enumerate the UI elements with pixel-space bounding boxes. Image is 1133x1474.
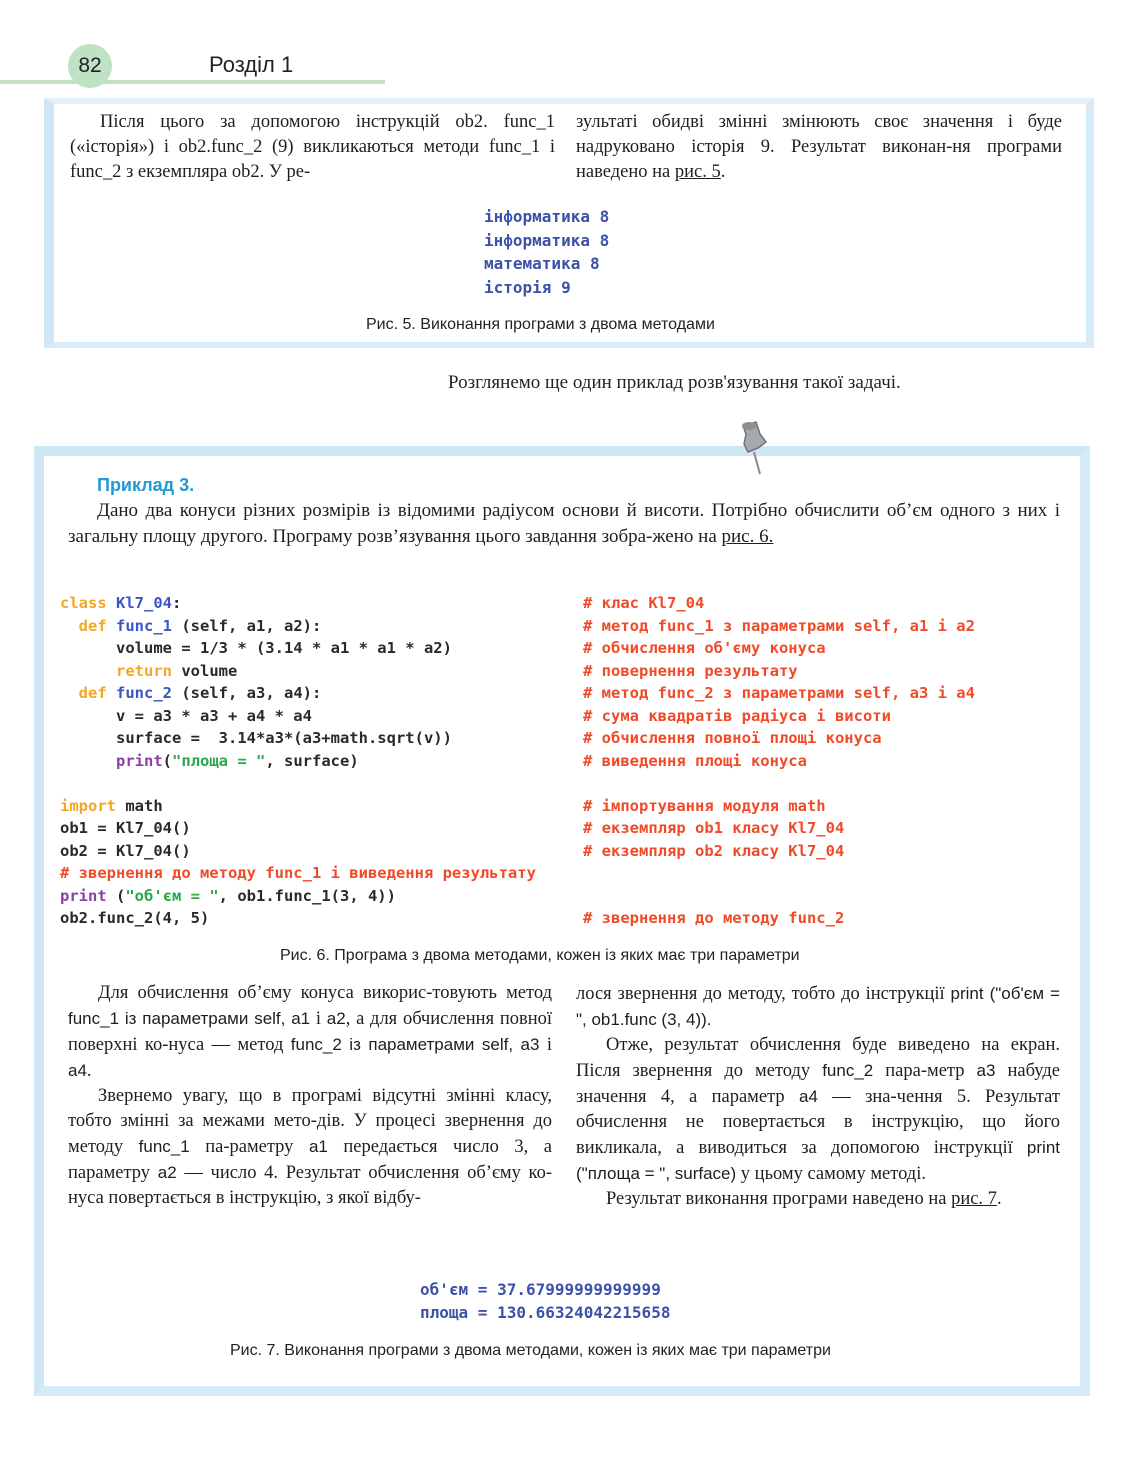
code-line [60, 592, 536, 615]
program-output-5 [484, 205, 609, 299]
keyword: import [60, 796, 116, 815]
code-text: (self, a1, a2): [172, 616, 322, 635]
caption-fig5: Рис. 5. Виконання програми з двома методами [366, 316, 715, 333]
comment-line: # імпортування модуля math [583, 796, 826, 815]
text: і [310, 1009, 327, 1029]
code-line [60, 660, 536, 683]
text-sans: a3 [976, 1061, 996, 1080]
left-paragraph-1 [68, 981, 552, 1084]
comment-line-blank [583, 862, 975, 885]
text: Результат виконання програми наведено на [606, 1189, 952, 1209]
text: у цьому самому методі. [736, 1164, 926, 1184]
text: Отже, результат обчислення буде виведено на екран. Після звернення до методу [576, 1035, 1060, 1081]
code-comments [583, 592, 975, 930]
text: . [86, 1061, 92, 1081]
text-sans: func_1 [138, 1137, 190, 1156]
comment-line: # метод func_1 з параметрами self, a1 і a2 [583, 616, 975, 635]
code-text: ob2 = Kl7_04() [60, 841, 191, 860]
text-sans: func_2 із параметрами self, a3 [290, 1035, 540, 1054]
code-text: , ob1.func_1(3, 4)) [218, 886, 396, 905]
comment-line-blank [583, 772, 975, 795]
code-line [60, 682, 536, 705]
text: па-раметру [189, 1137, 309, 1157]
code-line [60, 795, 536, 818]
code-text: math [116, 796, 163, 815]
fig5-reference[interactable]: рис. 5 [674, 162, 721, 182]
section-title: Розділ 1 [209, 52, 294, 77]
comment-line: # метод func_2 з параметрами self, a3 і a4 [583, 684, 975, 702]
program-output-7 [420, 1278, 670, 1324]
header-line [0, 80, 385, 84]
keyword: return [116, 661, 172, 680]
text: набуде значення 4, а параметр [576, 1061, 1060, 1107]
code-text: ob2.func_2(4, 5) [60, 909, 210, 927]
class-name: Kl7_04 [116, 594, 173, 612]
code-text: ( [106, 886, 126, 905]
box1-right-text: зультаті обидві змінні змінюють своє значення і буде надруковано історія 9. Результат виконан-ня програми наведено на [576, 112, 1062, 182]
caption-fig7: Рис. 7. Виконання програми з двома методами, кожен із яких має три параметри [230, 1342, 831, 1359]
output-line: об'єм = 37.67999999999999 [420, 1280, 661, 1299]
text: — зна-чення 5. Результат обчислення не повертається в інструкцію, що його викликала, а виводиться за допомогою інструкції [576, 1087, 1060, 1158]
code-line [60, 817, 536, 840]
box1-right-end: . [720, 162, 726, 182]
keyword: def [78, 684, 107, 702]
comment-line: # екземпляр ob1 класу Kl7_04 [583, 819, 845, 837]
code-text: v = a3 * a3 + a4 * a4 [116, 706, 312, 725]
comment-line: # сума квадратів радіуса і висоти [583, 706, 891, 725]
string-literal: "об'єм = " [125, 886, 219, 905]
example-text-body: Дано два конуси різних розмірів із відомими радіусом основи й висоти. Потрібно обчислити об’єм одного з них і загальну площу другого. Програму розв’язування цього завдання зобра-жено на [68, 500, 1060, 547]
function-name: func_1 [116, 616, 173, 635]
code-text: surface = 3.14*a3*(a3+math.sqrt(v)) [116, 729, 452, 747]
output-line: математика 8 [484, 254, 600, 273]
code-line [60, 705, 536, 728]
comment-line: # виведення площі конуса [583, 751, 807, 770]
comment-line: # повернення результату [583, 661, 798, 680]
code-line [60, 885, 536, 908]
text: передається число 3, а параметру [68, 1137, 553, 1183]
text-sans: a2 [326, 1009, 346, 1028]
page-number: 82 [68, 44, 112, 88]
code-line [60, 862, 536, 885]
code-text: , surface) [265, 751, 359, 770]
string-literal: "площа = " [172, 751, 266, 770]
comment-line: # екземпляр ob2 класу Kl7_04 [583, 841, 845, 860]
right-paragraph-3 [576, 1187, 1060, 1212]
fig6-reference[interactable]: рис. 6. [721, 525, 774, 547]
right-paragraph-2 [576, 1033, 1060, 1187]
text: лося звернення до методу, тобто до інструкції [576, 984, 951, 1004]
code-text: volume = 1/3 * (3.14 * a1 * a1 * a2) [116, 639, 452, 657]
comment-line: # обчислення повної площі конуса [583, 729, 882, 747]
output-line: історія 9 [484, 277, 571, 297]
code-line [60, 750, 536, 773]
function-name: func_2 [116, 684, 173, 702]
lead-sentence: Розглянемо ще один приклад розв'язування такої задачі. [448, 372, 901, 393]
text: пара-метр [873, 1061, 977, 1081]
box1-left-text: Після цього за допомогою інструкцій ob2. func_1 («історія») і ob2.func_2 (9) викликаються методи func_1 і func_2 з екземпляра ob2. У ре- [70, 112, 555, 182]
text: — число 4. Результат обчислення об’єму ко-нуса повертається в інструкцію, з якої відбу- [68, 1163, 552, 1208]
text-sans: print ("площа = ", surface) [576, 1138, 1060, 1183]
example-paragraph [68, 498, 1060, 549]
code-listing [60, 592, 536, 930]
output-line: інформатика 8 [484, 207, 610, 226]
right-paragraph-1 [576, 981, 1060, 1033]
text: Звернемо увагу, що в програмі відсутні змінні класу, тобто змінні за межами мето-дів. У процесі звернення до методу [68, 1086, 552, 1157]
code-text: ob1 = Kl7_04() [60, 819, 191, 837]
code-text: (self, a3, a4): [172, 684, 322, 702]
comment-line-blank [583, 885, 975, 908]
example-text [68, 498, 1060, 549]
text-sans: a1 [308, 1137, 328, 1156]
text-sans: func_2 [822, 1061, 874, 1080]
code-text: : [172, 594, 182, 612]
comment-line: # клас Kl7_04 [583, 594, 705, 612]
code-line [60, 907, 536, 930]
text: , а для обчислення повної поверхні ко-нуса — метод [68, 1009, 553, 1055]
text-sans: a4 [799, 1087, 818, 1106]
text: Для обчислення об’єму конуса викорис-товують метод [98, 983, 552, 1003]
comment-line: # звернення до методу func_2 [583, 909, 845, 927]
box1-left-column [70, 110, 555, 185]
text: і [539, 1035, 553, 1055]
code-comment: # звернення до методу func_1 і виведення результату [60, 864, 536, 882]
text-sans: print ("об'єм = ", ob1.func (3, 4)). [576, 984, 1060, 1029]
left-paragraph-2 [68, 1084, 552, 1211]
code-line-blank [60, 772, 536, 795]
code-line [60, 637, 536, 660]
text-sans: func_1 із параметрами self, a1 [68, 1009, 311, 1028]
comment-line: # обчислення об'єму конуса [583, 639, 826, 657]
box1-right-paragraph [576, 110, 1062, 185]
left-column [68, 981, 552, 1211]
caption-fig6: Рис. 6. Програма з двома методами, кожен із яких має три параметри [280, 947, 800, 964]
output-line: інформатика 8 [484, 230, 610, 250]
fig7-reference[interactable]: рис. 7 [951, 1189, 997, 1209]
pushpin-icon [734, 420, 774, 478]
text: . [996, 1189, 1002, 1209]
builtin-print: print [116, 751, 163, 770]
code-text: ( [162, 751, 173, 770]
code-line [60, 840, 536, 863]
text-sans: a4 [68, 1061, 87, 1080]
text-sans: a2 [157, 1163, 177, 1182]
code-text: volume [172, 661, 238, 680]
code-line [60, 727, 536, 750]
output-line: площа = 130.66324042215658 [420, 1303, 671, 1322]
keyword: class [60, 594, 107, 612]
box1-right-column [576, 110, 1062, 185]
builtin-print: print [60, 886, 107, 905]
code-line [60, 615, 536, 638]
right-column [576, 981, 1060, 1212]
keyword: def [78, 616, 107, 635]
example-title: Приклад 3. [97, 475, 195, 495]
